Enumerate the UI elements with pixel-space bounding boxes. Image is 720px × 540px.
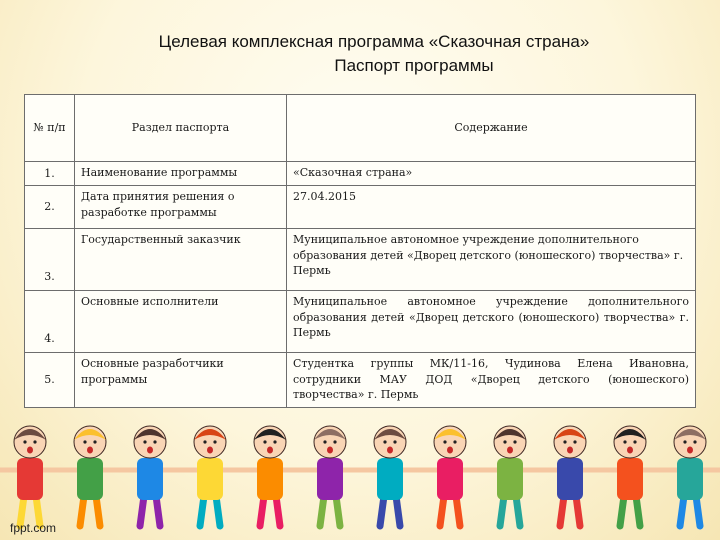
child-figure	[240, 426, 300, 526]
row-section: Основные разработчики программы	[75, 353, 287, 408]
child-figure	[180, 426, 240, 526]
row-content: Студентка группы МК/11-16, Чудинова Елена Ивановна, сотрудники МАУ ДОД «Дворец детского (юношеского) творчества» г. Пермь	[287, 353, 696, 408]
table-row	[25, 291, 696, 353]
row-section: Дата принятия решения о разработке программы	[75, 186, 287, 229]
child-figure	[0, 426, 60, 526]
table-row	[25, 162, 696, 186]
row-section: Государственный заказчик	[75, 229, 287, 291]
row-content: Муниципальное автономное учреждение дополнительного образования детей «Дворец детского (юношеского) творчества» г. Пермь	[287, 229, 696, 291]
row-number: 4.	[25, 291, 75, 353]
column-header-section: Раздел паспорта	[75, 95, 287, 162]
table-row	[25, 229, 696, 291]
child-figure	[360, 426, 420, 526]
row-content: Муниципальное автономное учреждение дополнительного образования детей «Дворец детского (юношеского) творчества» г. Пермь	[287, 291, 696, 353]
row-content: «Сказочная страна»	[287, 162, 696, 186]
row-section: Наименование программы	[75, 162, 287, 186]
row-number: 5.	[25, 353, 75, 408]
column-header-number: № п/п	[25, 95, 75, 162]
column-header-content: Содержание	[287, 95, 696, 162]
row-number: 2.	[25, 186, 75, 229]
dancing-children-illustration	[0, 418, 720, 540]
table-row	[25, 353, 696, 408]
child-figure	[600, 426, 660, 526]
child-figure	[660, 426, 720, 526]
fppt-watermark: fppt.com	[10, 521, 57, 535]
child-figure	[420, 426, 480, 526]
child-figure	[60, 426, 120, 526]
child-figure	[300, 426, 360, 526]
table-header-row	[25, 95, 696, 162]
row-number: 3.	[25, 229, 75, 291]
slide-title: Целевая комплексная программа «Сказочная страна»	[158, 32, 590, 51]
row-number: 1.	[25, 162, 75, 186]
child-figure	[480, 426, 540, 526]
child-figure	[120, 426, 180, 526]
passport-table	[24, 94, 696, 408]
child-figure	[540, 426, 600, 526]
slide-subtitle: Паспорт программы	[334, 56, 494, 75]
row-section: Основные исполнители	[75, 291, 287, 353]
row-content: 27.04.2015	[287, 186, 696, 229]
table-row	[25, 186, 696, 229]
